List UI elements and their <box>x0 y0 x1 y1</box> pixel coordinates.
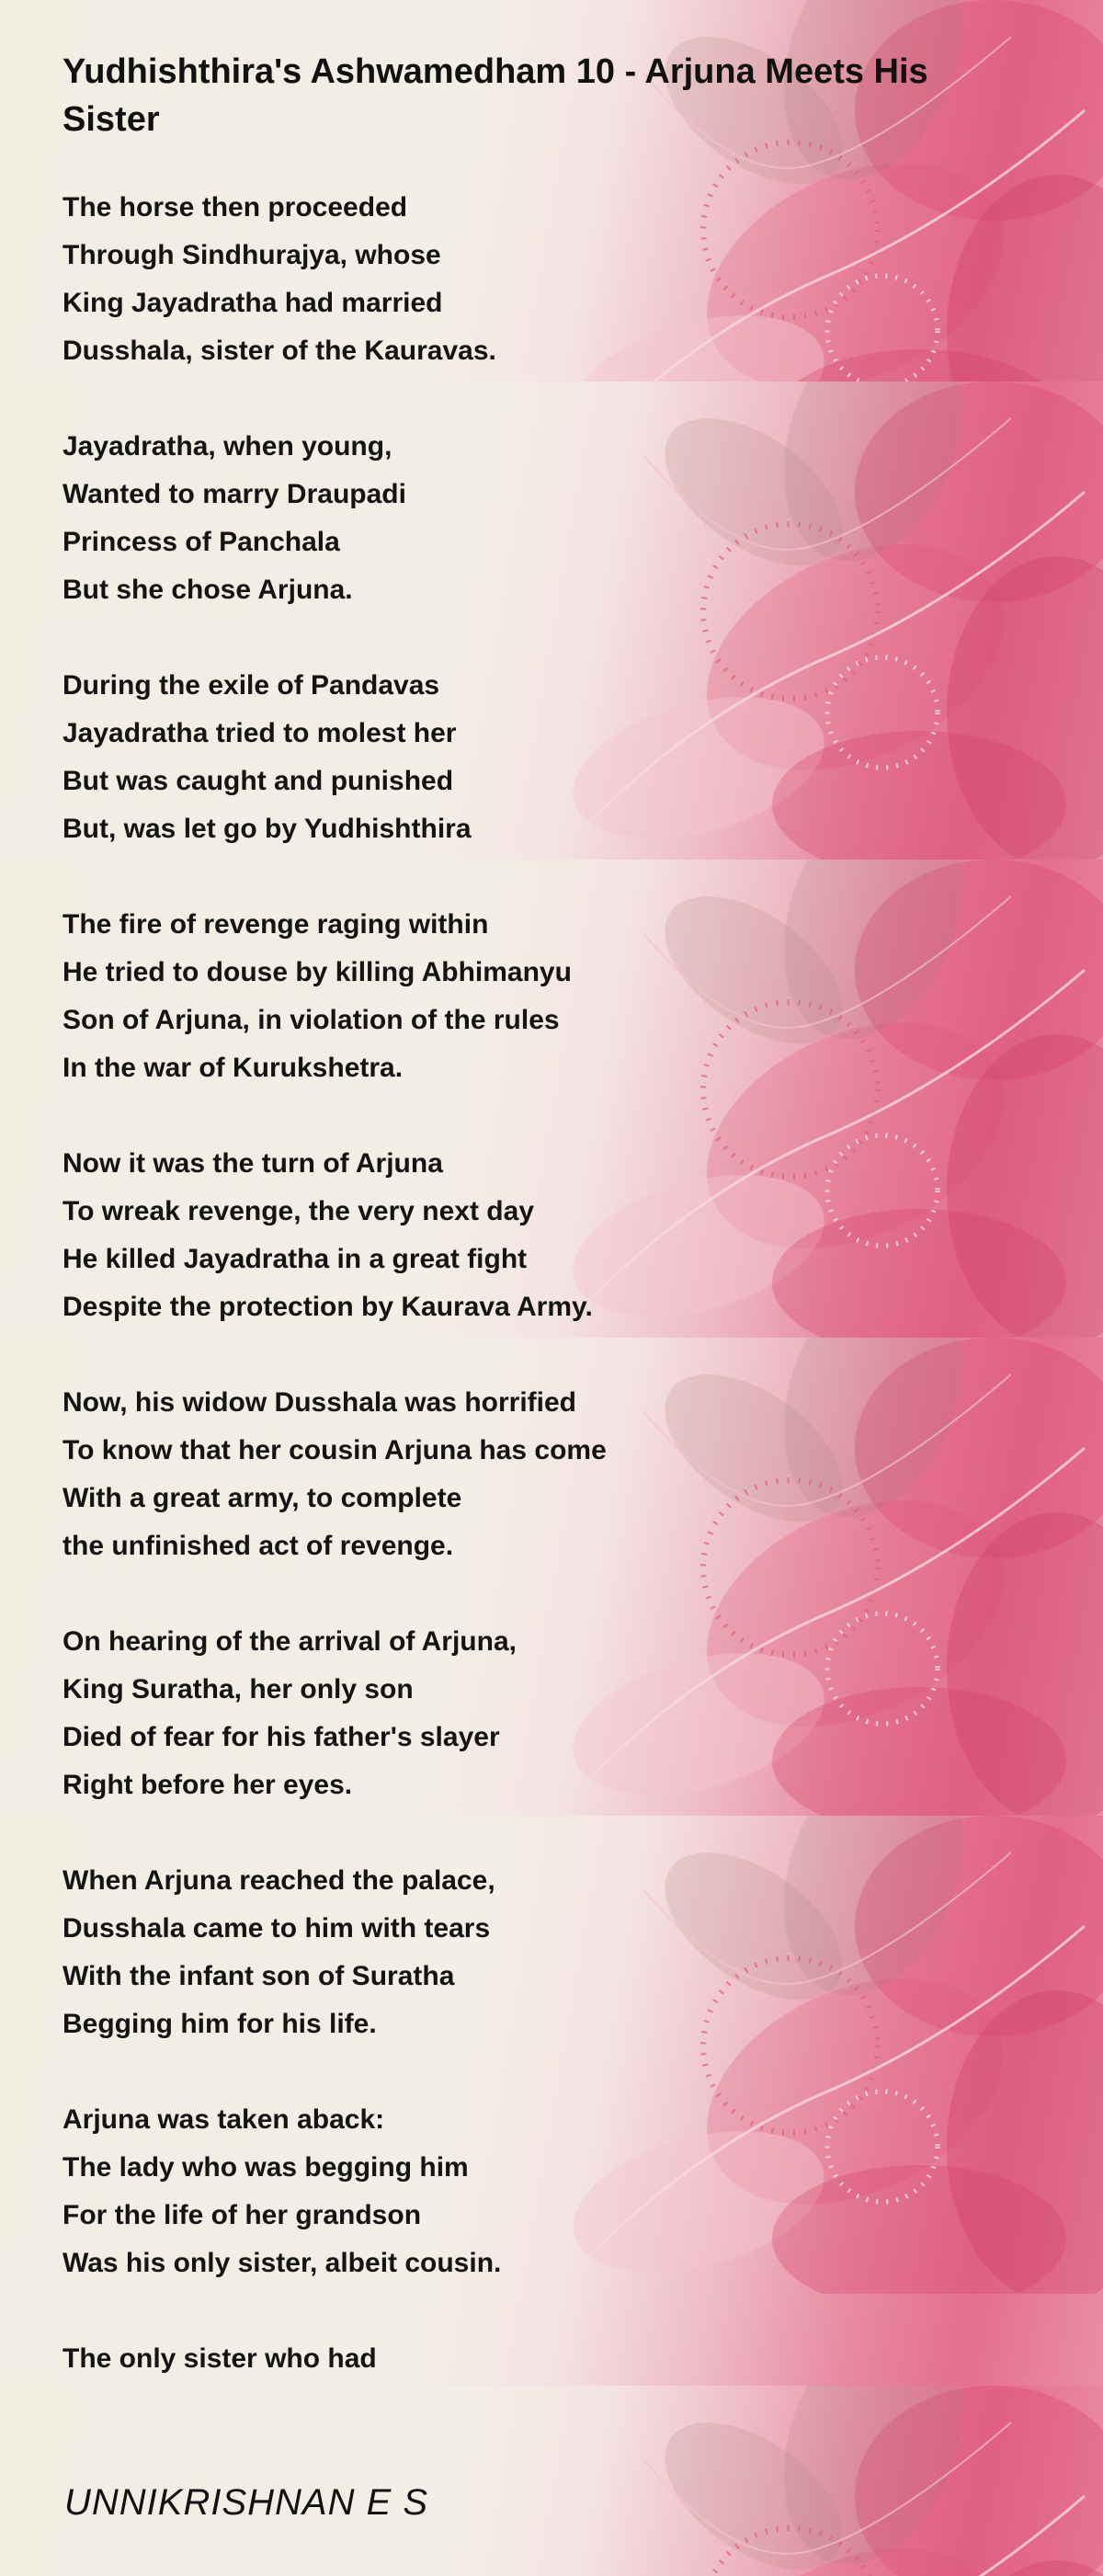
poem-line: With the infant son of Suratha <box>63 1961 455 1991</box>
poem-line: the unfinished act of revenge. <box>63 1531 454 1561</box>
stanza-gap <box>63 853 982 901</box>
poem-line: Despite the protection by Kaurava Army. <box>63 1292 593 1322</box>
poem-line: Son of Arjuna, in violation of the rules <box>63 1005 560 1035</box>
poem-line: The horse then proceeded <box>63 192 408 222</box>
poem-line: During the exile of Pandavas <box>63 670 440 701</box>
poem-line: Dusshala came to him with tears <box>63 1913 491 1943</box>
poem-author: UNNIKRISHNAN E S <box>64 2482 429 2523</box>
poem-line: To wreak revenge, the very next day <box>63 1196 535 1226</box>
stanza-gap <box>63 2287 982 2335</box>
poem-line: To know that her cousin Arjuna has come <box>63 1435 607 1465</box>
stanza-gap <box>63 2048 982 2096</box>
poem-line: He killed Jayadratha in a great fight <box>63 1244 528 1274</box>
poem-line: King Suratha, her only son <box>63 1674 414 1704</box>
stanza-gap <box>63 1809 982 1857</box>
poem-line: But she chose Arjuna. <box>63 575 353 605</box>
poem-line: The lady who was begging him <box>63 2152 469 2183</box>
poem-line: King Jayadratha had married <box>63 288 443 318</box>
poem-line: Dusshala, sister of the Kauravas. <box>63 336 496 366</box>
stanza-gap <box>63 1331 982 1379</box>
poem-line: Was his only sister, albeit cousin. <box>63 2248 502 2278</box>
poem-line: But, was let go by Yudhishthira <box>63 814 472 844</box>
poem-line: Jayadratha, when young, <box>63 431 392 462</box>
poem-line: Jayadratha tried to molest her <box>63 718 457 748</box>
stanza-gap <box>63 614 982 662</box>
poem-line: He tried to douse by killing Abhimanyu <box>63 957 572 987</box>
poem-line: For the life of her grandson <box>63 2200 422 2230</box>
poem-line: Died of fear for his father's slayer <box>63 1722 500 1752</box>
poem-line: With a great army, to complete <box>63 1483 462 1513</box>
poem-line: Begging him for his life. <box>63 2009 377 2039</box>
poem-line: The fire of revenge raging within <box>63 909 489 940</box>
stanza-gap <box>63 1570 982 1618</box>
poem-line: Arjuna was taken aback: <box>63 2104 385 2135</box>
poem-line: When Arjuna reached the palace, <box>63 1865 495 1896</box>
poem-line: Wanted to marry Draupadi <box>63 479 406 509</box>
poem-line: Through Sindhurajya, whose <box>63 240 441 270</box>
poem-title: Yudhishthira's Ashwamedham 10 - Arjuna Meets His Sister <box>63 52 928 139</box>
poem-line: The only sister who had <box>63 2343 377 2374</box>
stanza-gap <box>63 1092 982 1140</box>
poem-line: Right before her eyes. <box>63 1770 353 1800</box>
poem-line: Princess of Panchala <box>63 527 340 557</box>
poem-line: Now it was the turn of Arjuna <box>63 1148 443 1179</box>
poem-line: On hearing of the arrival of Arjuna, <box>63 1626 517 1657</box>
poem-line: But was caught and punished <box>63 766 454 796</box>
poem-body <box>63 184 982 2383</box>
poem-line: In the war of Kurukshetra. <box>63 1053 404 1083</box>
stanza-gap <box>63 375 982 423</box>
poem-line: Now, his widow Dusshala was horrified <box>63 1387 576 1418</box>
